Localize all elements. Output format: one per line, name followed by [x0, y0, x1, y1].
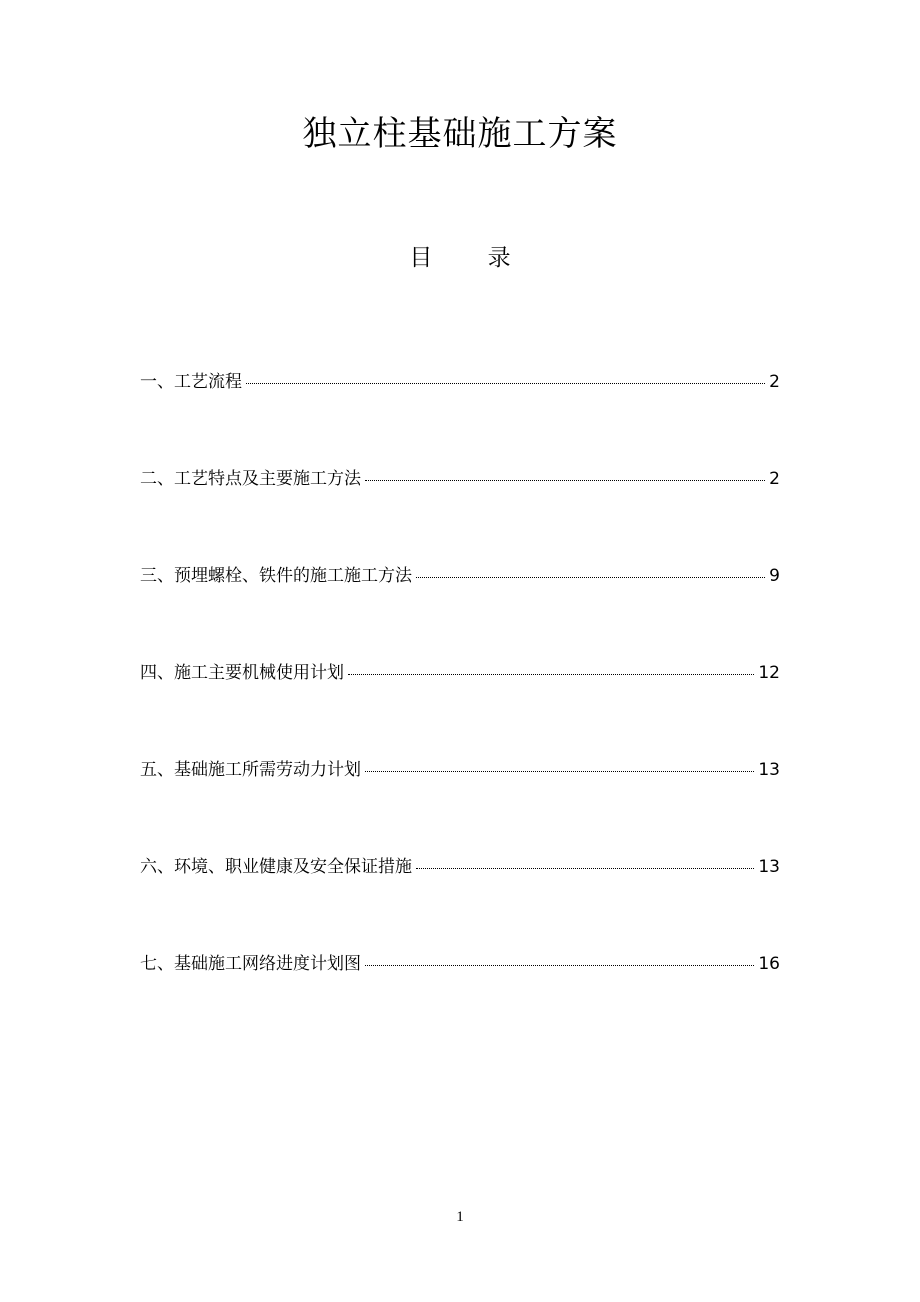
- toc-entry-5[interactable]: [140, 756, 780, 853]
- toc-leader-dots: [416, 577, 765, 578]
- toc-entry-page: 2: [769, 372, 780, 392]
- toc-entry-page: 2: [769, 469, 780, 489]
- toc-entry-6[interactable]: [140, 853, 780, 950]
- toc-entry-1[interactable]: [140, 368, 780, 465]
- toc-leader-dots: [348, 674, 754, 675]
- page-number: 1: [456, 1209, 464, 1225]
- toc-leader-dots: [365, 965, 754, 966]
- toc-heading: 目 录: [409, 245, 535, 271]
- toc-entry-label: 六、环境、职业健康及安全保证措施: [140, 857, 412, 877]
- toc-entry-label: 三、预埋螺栓、铁件的施工施工方法: [140, 566, 412, 586]
- toc-entry-page: 16: [758, 954, 780, 974]
- toc-leader-dots: [246, 383, 765, 384]
- toc-entry-4[interactable]: [140, 659, 780, 756]
- toc-entry-label: 二、工艺特点及主要施工方法: [140, 469, 361, 489]
- toc-entry-page: 12: [758, 663, 780, 683]
- table-of-contents: [140, 368, 780, 1047]
- document-title: 独立柱基础施工方案: [302, 114, 618, 154]
- toc-entry-page: 13: [758, 857, 780, 877]
- toc-entry-label: 一、工艺流程: [140, 372, 242, 392]
- toc-entry-label: 七、基础施工网络进度计划图: [140, 954, 361, 974]
- toc-entry-page: 13: [758, 760, 780, 780]
- toc-entry-label: 五、基础施工所需劳动力计划: [140, 760, 361, 780]
- toc-entry-3[interactable]: [140, 562, 780, 659]
- toc-entry-page: 9: [769, 566, 780, 586]
- toc-leader-dots: [416, 868, 754, 869]
- toc-entry-7[interactable]: [140, 950, 780, 1047]
- toc-leader-dots: [365, 771, 754, 772]
- toc-leader-dots: [365, 480, 765, 481]
- toc-entry-label: 四、施工主要机械使用计划: [140, 663, 344, 683]
- toc-entry-2[interactable]: [140, 465, 780, 562]
